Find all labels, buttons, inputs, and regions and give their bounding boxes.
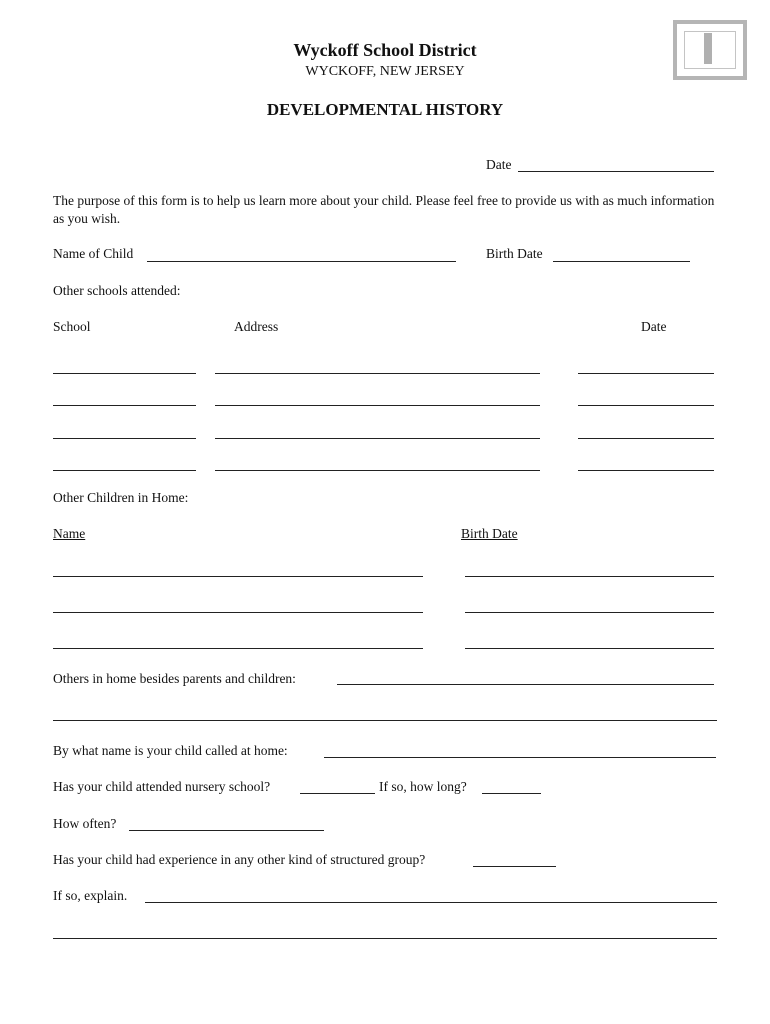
school-date-field[interactable]: [578, 373, 714, 374]
schools-heading: Other schools attended:: [53, 283, 181, 298]
sibling-birth-date-field[interactable]: [465, 648, 714, 649]
child-name-field[interactable]: [147, 261, 456, 262]
school-address-field[interactable]: [215, 470, 540, 471]
child-birth-date-field[interactable]: [553, 261, 690, 262]
explain-field-continued[interactable]: [53, 938, 717, 939]
children-col-birth-date: Birth Date: [461, 526, 518, 541]
intro-text: The purpose of this form is to help us learn more about your child. Please feel free to provide us with as much information as you wish.: [53, 193, 715, 226]
schools-col-date: Date: [641, 319, 667, 334]
sibling-birth-date-field[interactable]: [465, 576, 714, 577]
child-birth-date-label: Birth Date: [486, 246, 543, 261]
school-address-field[interactable]: [215, 373, 540, 374]
school-address-field[interactable]: [215, 405, 540, 406]
how-long-field[interactable]: [482, 793, 541, 794]
school-date-field[interactable]: [578, 470, 714, 471]
how-often-label: How often?: [53, 816, 117, 831]
nursery-field[interactable]: [300, 793, 375, 794]
sibling-name-field[interactable]: [53, 648, 423, 649]
sibling-birth-date-field[interactable]: [465, 612, 714, 613]
nursery-label: Has your child attended nursery school?: [53, 779, 271, 794]
school-name-field[interactable]: [53, 470, 196, 471]
school-address-field[interactable]: [215, 438, 540, 439]
school-name-field[interactable]: [53, 405, 196, 406]
others-in-home-field-continued[interactable]: [53, 720, 717, 721]
school-name-field[interactable]: [53, 373, 196, 374]
district-title: Wyckoff School District: [293, 40, 477, 60]
child-name-label: Name of Child: [53, 246, 134, 261]
others-in-home-label: Others in home besides parents and children:: [53, 671, 296, 686]
date-label: Date: [486, 157, 512, 172]
called-at-home-field[interactable]: [324, 757, 716, 758]
form-tab-icon: [673, 20, 747, 80]
sibling-name-field[interactable]: [53, 612, 423, 613]
school-date-field[interactable]: [578, 405, 714, 406]
children-col-name: Name: [53, 526, 86, 541]
schools-col-school: School: [53, 319, 91, 334]
structured-group-field[interactable]: [473, 866, 556, 867]
explain-label: If so, explain.: [53, 888, 128, 903]
structured-group-label: Has your child had experience in any other kind of structured group?: [53, 852, 426, 867]
called-at-home-label: By what name is your child called at home:: [53, 743, 288, 758]
others-in-home-field[interactable]: [337, 684, 714, 685]
schools-col-address: Address: [234, 319, 279, 334]
how-long-label: If so, how long?: [379, 779, 467, 794]
form-title: DEVELOPMENTAL HISTORY: [266, 100, 504, 119]
school-date-field[interactable]: [578, 438, 714, 439]
how-often-field[interactable]: [129, 830, 324, 831]
explain-field[interactable]: [145, 902, 717, 903]
date-field[interactable]: [518, 171, 714, 172]
children-heading: Other Children in Home:: [53, 490, 189, 505]
school-name-field[interactable]: [53, 438, 196, 439]
sibling-name-field[interactable]: [53, 576, 423, 577]
district-location: WYCKOFF, NEW JERSEY: [305, 64, 465, 79]
